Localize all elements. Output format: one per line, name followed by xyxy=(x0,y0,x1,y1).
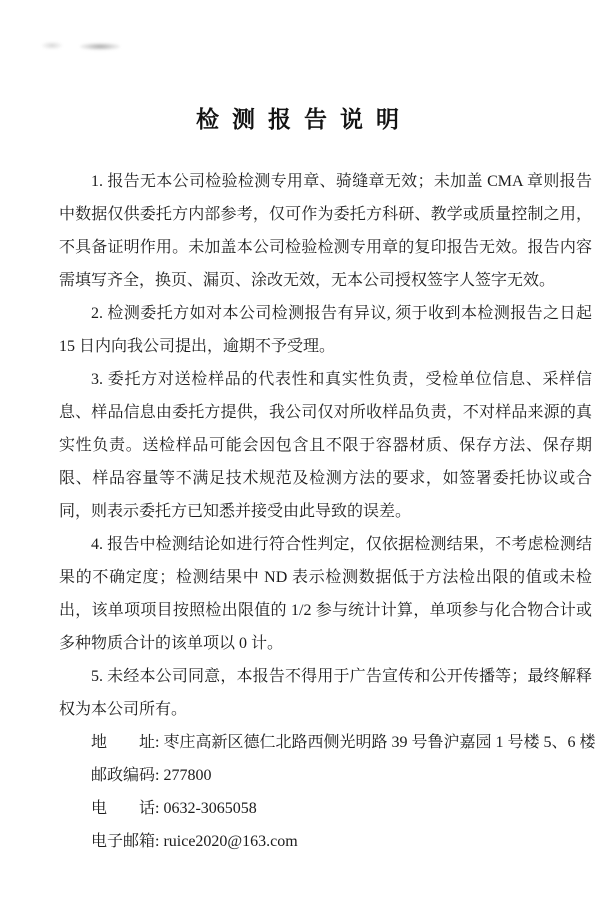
contact-email: 电子邮箱: ruice2020@163.com xyxy=(91,833,298,850)
paragraph-1: 1. 报告无本公司检验检测专用章、骑缝章无效；未加盖 CMA 章则报告中数据仅供委托方内部参考，仅可作为委托方科研、教学或质量控制之用，不具备证明作用。未加盖本公司检验检测专用章的复印报告无效。报告内容需填写齐全，换页、漏页、涂改无效，无本公司授权签字人签字无效。 xyxy=(59,173,592,289)
contact-phone: 电 话: 0632-3065058 xyxy=(91,800,257,817)
page-title: 检测报告说明 xyxy=(196,107,412,132)
contact-address: 地 址: 枣庄高新区德仁北路西侧光明路 39 号鲁沪嘉园 1 号楼 5、6 楼 xyxy=(91,734,596,751)
paragraph-2: 2. 检测委托方如对本公司检测报告有异议, 须于收到本检测报告之日起 15 日内向我公司提出，逾期不予受理。 xyxy=(59,305,592,355)
document-body xyxy=(59,165,596,858)
contact-postal-code: 邮政编码: 277800 xyxy=(91,767,212,784)
paragraph-5: 5. 未经本公司同意，本报告不得用于广告宣传和公开传播等；最终解释权为本公司所有。 xyxy=(59,668,592,718)
paragraph-4: 4. 报告中检测结论如进行符合性判定，仅依据检测结果，不考虑检测结果的不确定度；检测结果中 ND 表示检测数据低于方法检出限的值或未检出，该单项项目按照检出限值的 1/2 参与统计计算，单项参与化合物合计或多种物质合计的该单项以 0 计。 xyxy=(59,536,592,652)
paragraph-3: 3. 委托方对送检样品的代表性和真实性负责，受检单位信息、采样信息、样品信息由委托方提供，我公司仅对所收样品负责，不对样品来源的真实性负责。送检样品可能会因包含且不限于容器材质、保存方法、保存期限、样品容量等不满足技术规范及检测方法的要求，如签署委托协议或合同，则表示委托方已知悉并接受由此导致的误差。 xyxy=(59,371,592,520)
